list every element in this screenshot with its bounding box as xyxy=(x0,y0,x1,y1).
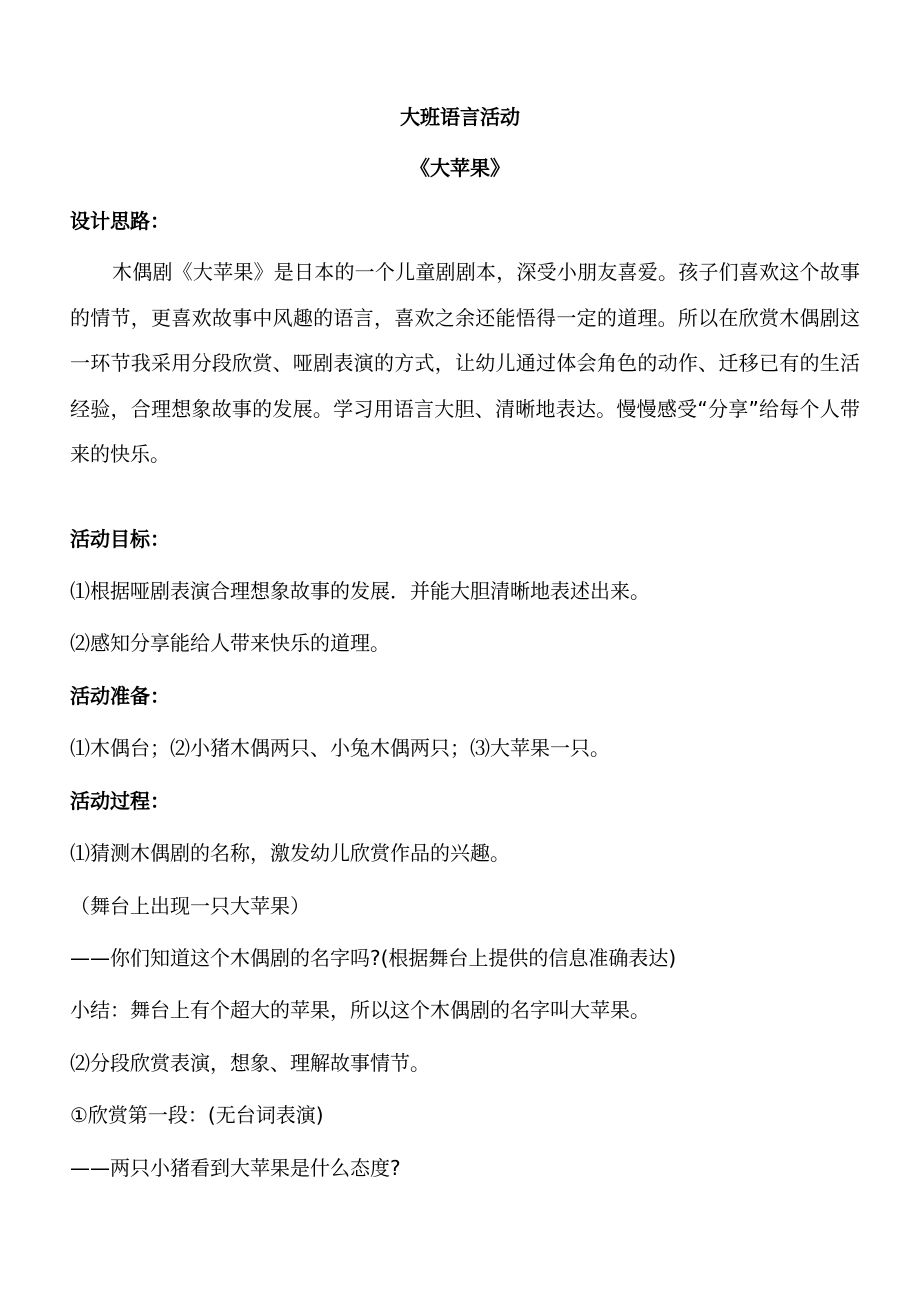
process-step-2-part-1: ①欣赏第一段：(无台词表演) xyxy=(70,1103,324,1127)
process-heading: 活动过程： xyxy=(70,789,170,813)
prep-items: ⑴木偶台；⑵小猪木偶两只、小兔木偶两只；⑶大苹果一只。 xyxy=(70,736,610,760)
process-step-2-part-1-question: ——两只小猪看到大苹果是什么态度? xyxy=(70,1156,401,1180)
design-paragraph: 木偶剧《大苹果》是日本的一个儿童剧剧本，深受小朋友喜爱。孩子们喜欢这个故事的情节，更喜欢故事中风趣的语言，喜欢之余还能悟得一定的道理。所以在欣赏木偶剧这一环节我采用分段欣赏、哑剧表演的方式，让幼儿通过体会角色的动作、迁移已有的生活经验，合理想象故事的发展。学习用语言大胆、清晰地表达。慢慢感受“分享”给每个人带来的快乐。 xyxy=(70,260,860,466)
document-subtitle: 《大苹果》 xyxy=(410,156,510,180)
document-title: 大班语言活动 xyxy=(400,105,520,129)
goal-item-2: ⑵感知分享能给人带来快乐的道理。 xyxy=(70,631,390,655)
goal-item-1: ⑴根据哑剧表演合理想象故事的发展．并能大胆清晰地表述出来。 xyxy=(70,579,650,603)
prep-heading: 活动准备： xyxy=(70,684,170,708)
process-step-1-question: ——你们知道这个木偶剧的名字吗?(根据舞台上提供的信息准确表达) xyxy=(70,946,677,970)
goals-heading: 活动目标： xyxy=(70,527,170,551)
process-step-1: ⑴猜测木偶剧的名称，激发幼儿欣赏作品的兴趣。 xyxy=(70,841,510,865)
process-step-1-note: （舞台上出现一只大苹果） xyxy=(70,894,310,918)
process-step-2: ⑵分段欣赏表演，想象、理解故事情节。 xyxy=(70,1051,430,1075)
process-step-1-summary: 小结：舞台上有个超大的苹果，所以这个木偶剧的名字叫大苹果。 xyxy=(70,998,650,1022)
design-heading: 设计思路： xyxy=(70,209,170,233)
